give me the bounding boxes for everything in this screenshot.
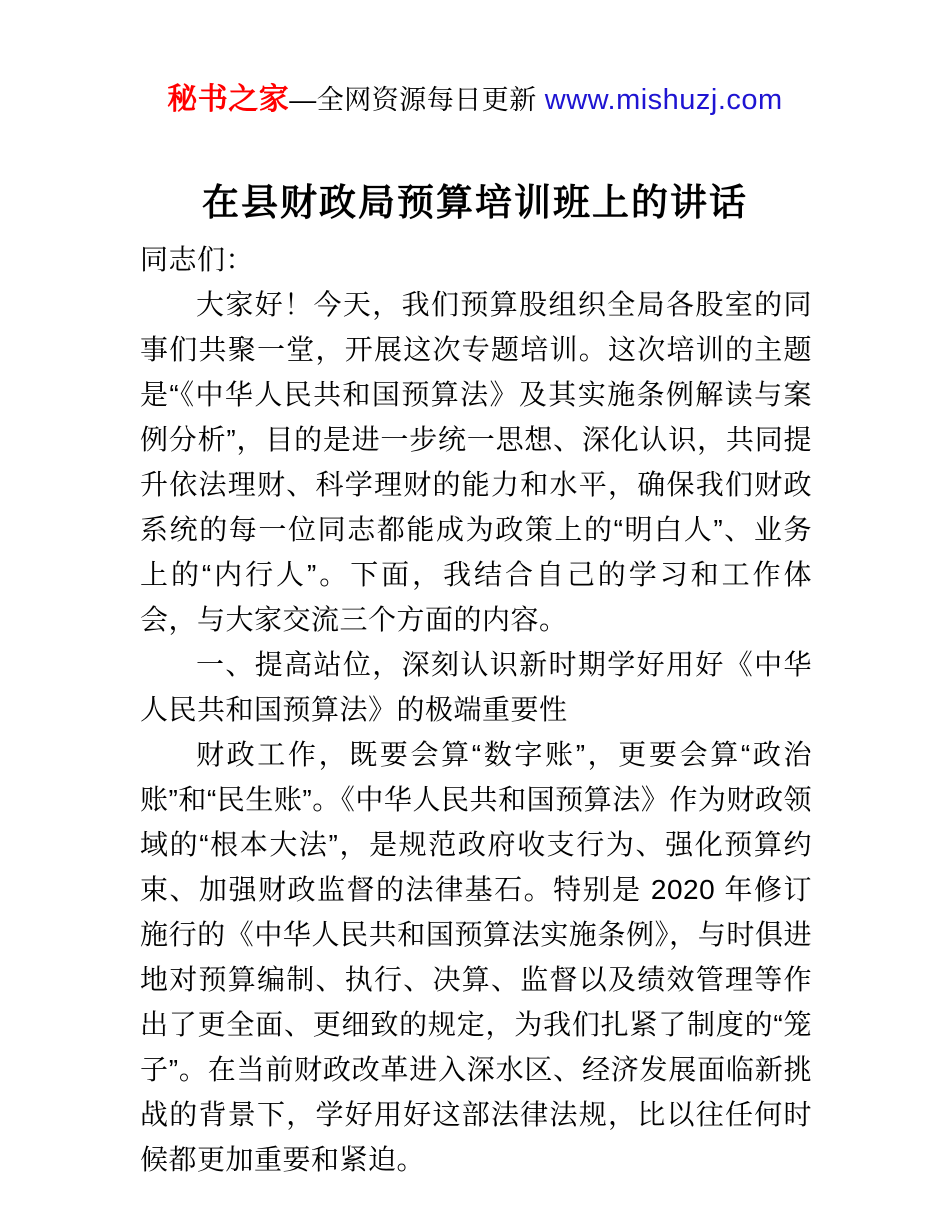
- section-1-body-paragraph: 财政工作，既要会算“数字账”，更要会算“政治账”和“民生账”。《中华人民共和国预算法》作为财政领域的“根本大法”，是规范政府收支行为、强化预算约束、加强财政监督的法律基石。特别是 2020 年修订施行的《中华人民共和国预算法实施条例》，与时俱进地对预算编制、执行、决算、监督以及绩效管理等作出了更全面、更细致的规定，为我们扎紧了制度的“笼子”。在当前财政改革进入深水区、经济发展面临新挑战的背景下，学好用好这部法律法规，比以往任何时候都更加重要和紧迫。: [140, 739, 812, 1175]
- separator-dash: —: [289, 85, 317, 115]
- site-url[interactable]: www.mishuzj.com: [544, 84, 783, 116]
- site-tagline: 全网资源每日更新: [316, 85, 537, 115]
- site-header: [0, 0, 950, 118]
- salutation-paragraph: 同志们：: [140, 244, 255, 275]
- site-brand: 秘书之家: [167, 83, 290, 116]
- opening-paragraph: 大家好！今天，我们预算股组织全局各股室的同事们共聚一堂，开展这次专题培训。这次培训的主题是“《中华人民共和国预算法》及其实施条例解读与案例分析”，目的是进一步统一思想、深化认识，共同提升依法理财、科学理财的能力和水平，确保我们财政系统的每一位同志都能成为政策上的“明白人”、业务上的“内行人”。下面，我结合自己的学习和工作体会，与大家交流三个方面的内容。: [140, 289, 812, 635]
- document-body: [140, 237, 812, 1182]
- document-title: 在县财政局预算培训班上的讲话: [202, 182, 748, 223]
- section-heading-1: 一、提高站位，深刻认识新时期学好用好《中华人民共和国预算法》的极端重要性: [140, 649, 812, 725]
